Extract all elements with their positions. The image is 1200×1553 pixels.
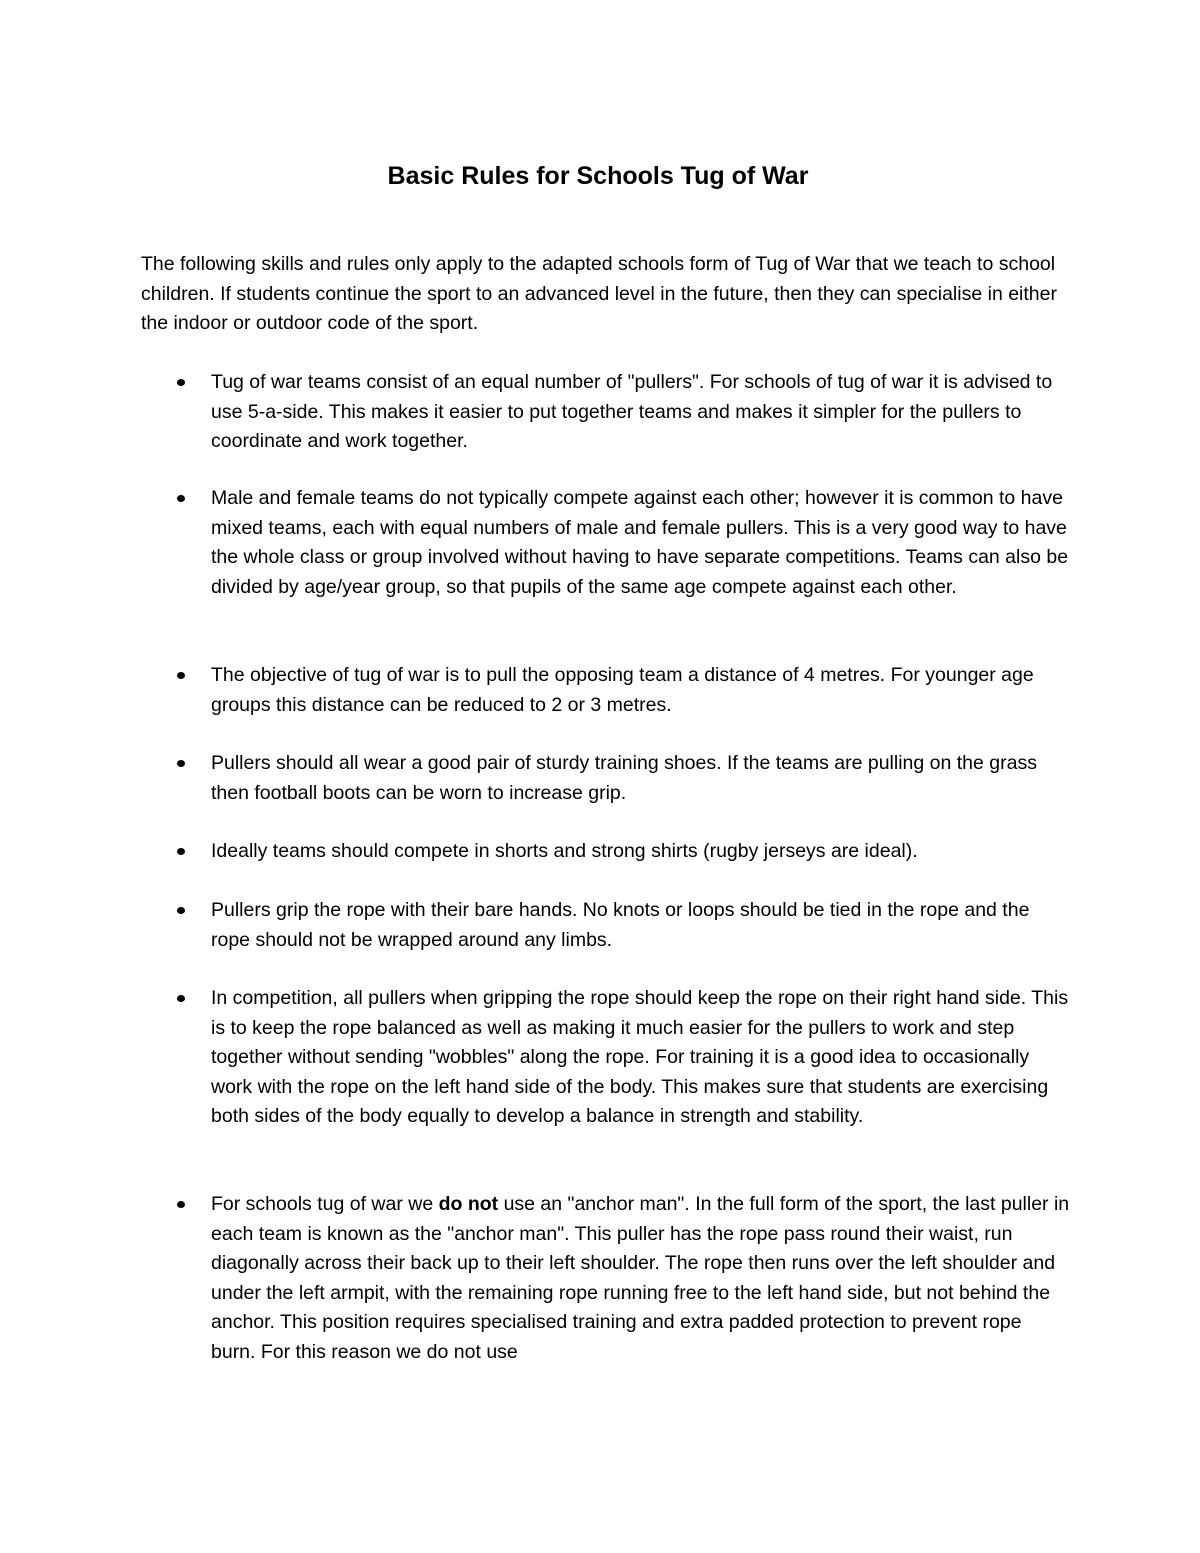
rule-item [211, 749, 1071, 808]
rule-item [211, 661, 1071, 720]
rule-text: In competition, all pullers when gripping the rope should keep the rope on their right hand side. This is to keep the rope balanced as well as making it much easier for the pullers to work and step together without sending "wobbles" along the rope. For training it is a good idea to occasionally work with the rope on the left hand side of the body. This makes sure that students are exercising both sides of the body equally to develop a balance in strength and stability. [211, 987, 1069, 1127]
rule-item [211, 837, 1071, 867]
bullet-icon [177, 672, 185, 679]
rule-item [211, 984, 1071, 1132]
intro-paragraph: The following skills and rules only apply to the adapted schools form of Tug of War that we teach to school children. If students continue the sport to an advanced level in the future, then they can specialise in either the indoor or outdoor code of the sport. [141, 253, 1057, 334]
rule-item [211, 1190, 1071, 1367]
rule-text-bold: do not [438, 1193, 499, 1215]
rule-text [211, 1193, 1069, 1363]
rule-text: Pullers grip the rope with their bare hands. No knots or loops should be tied in the rope and the rope should not be wrapped around any limbs. [211, 899, 1030, 951]
rule-text-before: For schools tug of war we [211, 1193, 439, 1215]
bullet-icon [177, 760, 185, 767]
rule-item [211, 896, 1071, 955]
rule-item [211, 484, 1071, 602]
bullet-icon [177, 379, 185, 386]
bullet-icon [177, 495, 185, 502]
document-title: Basic Rules for Schools Tug of War [387, 161, 809, 190]
rule-item [211, 368, 1071, 457]
bullet-icon [177, 848, 185, 855]
bullet-icon [177, 1201, 185, 1208]
rule-text: Tug of war teams consist of an equal number of "pullers". For schools of tug of war it is advised to use 5-a-side. This makes it easier to put together teams and makes it simpler for the pullers to coordinate and work together. [211, 371, 1053, 452]
rule-text: Pullers should all wear a good pair of sturdy training shoes. If the teams are pulling on the grass then football boots can be worn to increase grip. [211, 752, 1037, 804]
rule-text: Male and female teams do not typically compete against each other; however it is common to have mixed teams, each with equal numbers of male and female pullers. This is a very good way to have the whole class or group involved without having to have separate competitions. Teams can also be divided by age/year group, so that pupils of the same age compete against each other. [211, 487, 1069, 598]
rule-text-after: use an "anchor man". In the full form of the sport, the last puller in each team is known as the "anchor man". This puller has the rope pass round their waist, run diagonally across their back up to their left shoulder. The rope then runs over the left shoulder and under the left armpit, with the remaining rope running free to the left hand side, but not behind the anchor. This position requires specialised training and extra padded protection to prevent rope burn. For this reason we do not use [211, 1193, 1070, 1363]
bullet-icon [177, 995, 185, 1002]
rule-text: The objective of tug of war is to pull the opposing team a distance of 4 metres. For younger age groups this distance can be reduced to 2 or 3 metres. [211, 664, 1034, 716]
bullet-icon [177, 907, 185, 914]
rule-text: Ideally teams should compete in shorts and strong shirts (rugby jerseys are ideal). [211, 840, 918, 862]
